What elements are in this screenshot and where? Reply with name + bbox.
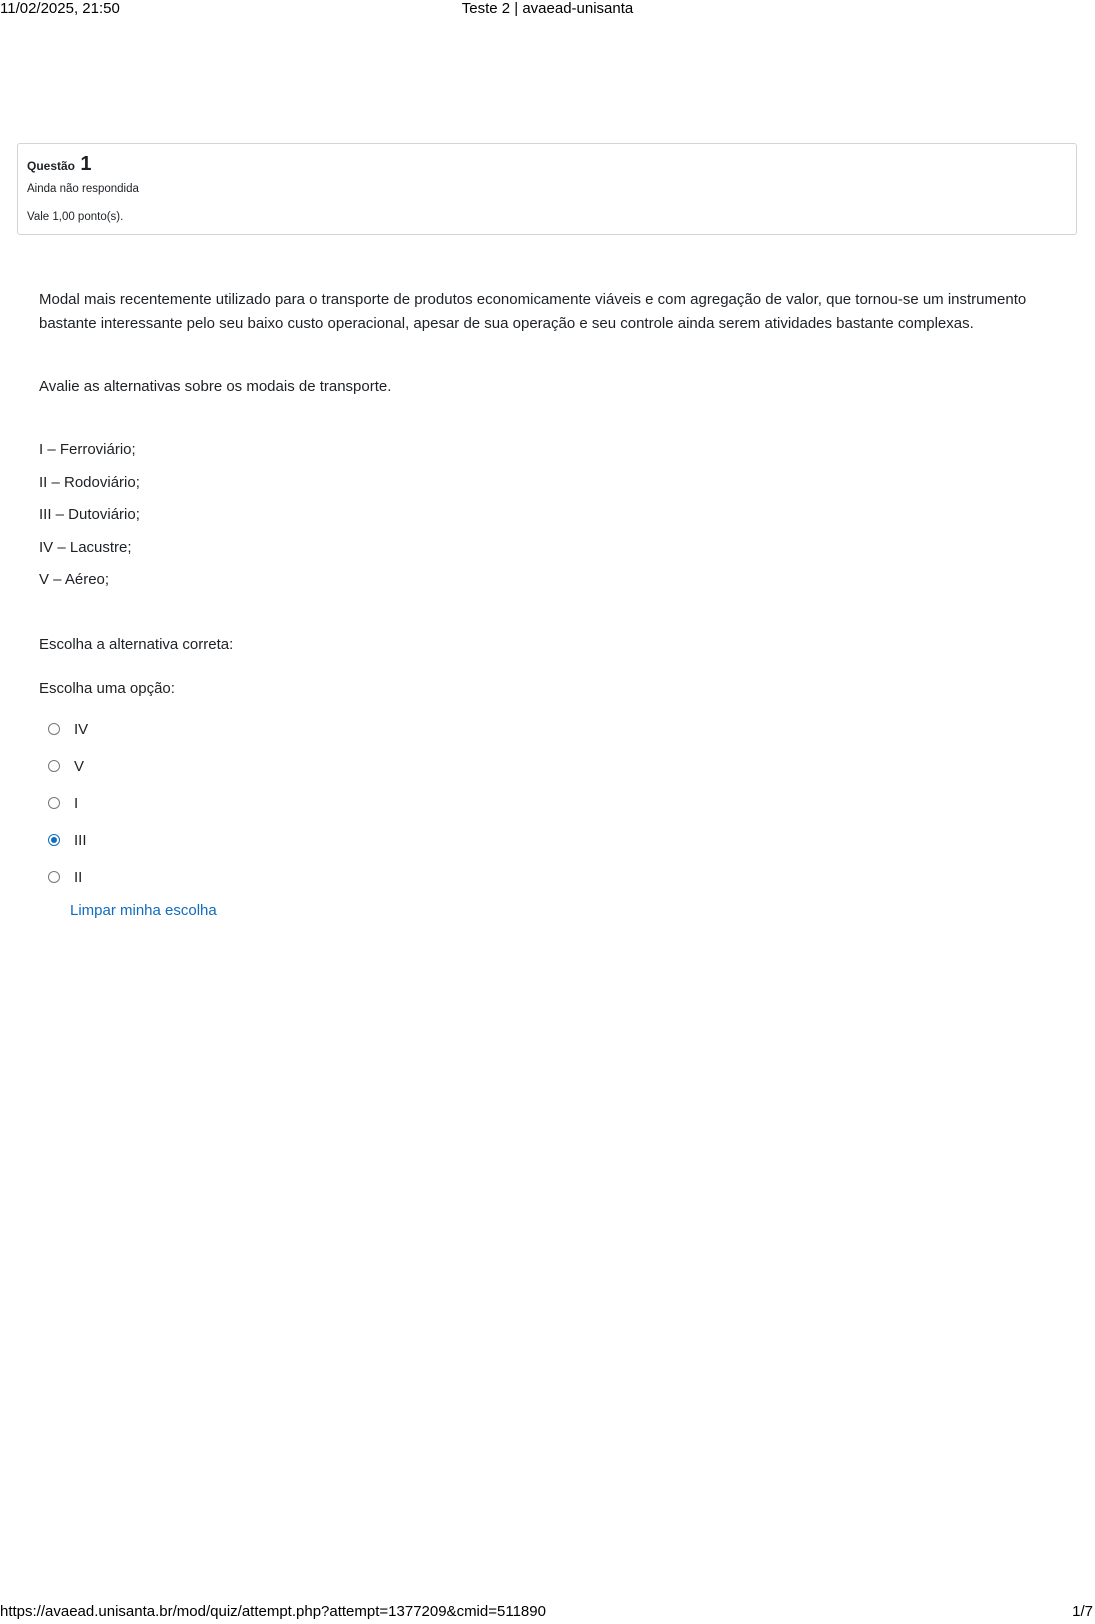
print-date: 11/02/2025, 21:50 (0, 0, 120, 17)
answer-option[interactable] (48, 859, 1059, 896)
question-intro-text: Modal mais recentemente utilizado para o transporte de produtos economicamente viáveis e com agregação de valor, que tornou-se um instrumento bastante interessante pelo seu baixo custo operacional, apesar de sua operação e seu controle ainda serem atividades bastante complexas. (39, 291, 1027, 332)
question-content (39, 288, 1059, 919)
question-evaluate-text: Avalie as alternativas sobre os modais de transporte. (39, 378, 392, 395)
answer-option[interactable] (48, 785, 1059, 822)
radio-button[interactable] (48, 834, 60, 846)
question-label: Questão (27, 159, 76, 173)
question-number (27, 154, 1067, 176)
answer-option-label[interactable]: III (74, 831, 87, 849)
answer-option[interactable] (48, 711, 1059, 748)
answer-prompt: Escolha uma opção: (39, 679, 175, 697)
answer-option[interactable] (48, 822, 1059, 859)
alternatives-list (39, 438, 1059, 601)
radio-button[interactable] (48, 871, 60, 883)
alternative-item: I – Ferroviário; (39, 441, 136, 458)
question-grade: Vale 1,00 ponto(s). (27, 211, 124, 223)
print-url: https://avaead.unisanta.br/mod/quiz/attempt.php?attempt=1377209&cmid=511890 (0, 1603, 546, 1620)
answer-option-label[interactable]: IV (74, 720, 89, 738)
answer-option-label[interactable]: II (74, 868, 83, 886)
answer-options (39, 711, 1059, 896)
print-header (0, 0, 1095, 20)
alternative-item: V – Aéreo; (39, 571, 110, 588)
question-instruction: Escolha a alternativa correta: (39, 635, 234, 653)
question-number-value: 1 (80, 153, 92, 175)
print-footer (0, 1603, 1095, 1623)
clear-choice-link[interactable]: Limpar minha escolha (70, 901, 217, 919)
alternative-item: IV – Lacustre; (39, 538, 132, 556)
answer-option[interactable] (48, 748, 1059, 785)
question-info-box (17, 143, 1077, 235)
alternative-item: III – Dutoviário; (39, 506, 140, 523)
radio-button[interactable] (48, 797, 60, 809)
print-title: Teste 2 | avaead-unisanta (461, 0, 634, 17)
alternative-item: II – Rodoviário; (39, 473, 140, 491)
answer-option-label[interactable]: I (74, 794, 79, 812)
print-page-count: 1/7 (1072, 1603, 1093, 1620)
radio-button[interactable] (48, 723, 60, 735)
answer-option-label[interactable]: V (74, 757, 85, 775)
radio-button[interactable] (48, 760, 60, 772)
question-state: Ainda não respondida (27, 183, 139, 195)
